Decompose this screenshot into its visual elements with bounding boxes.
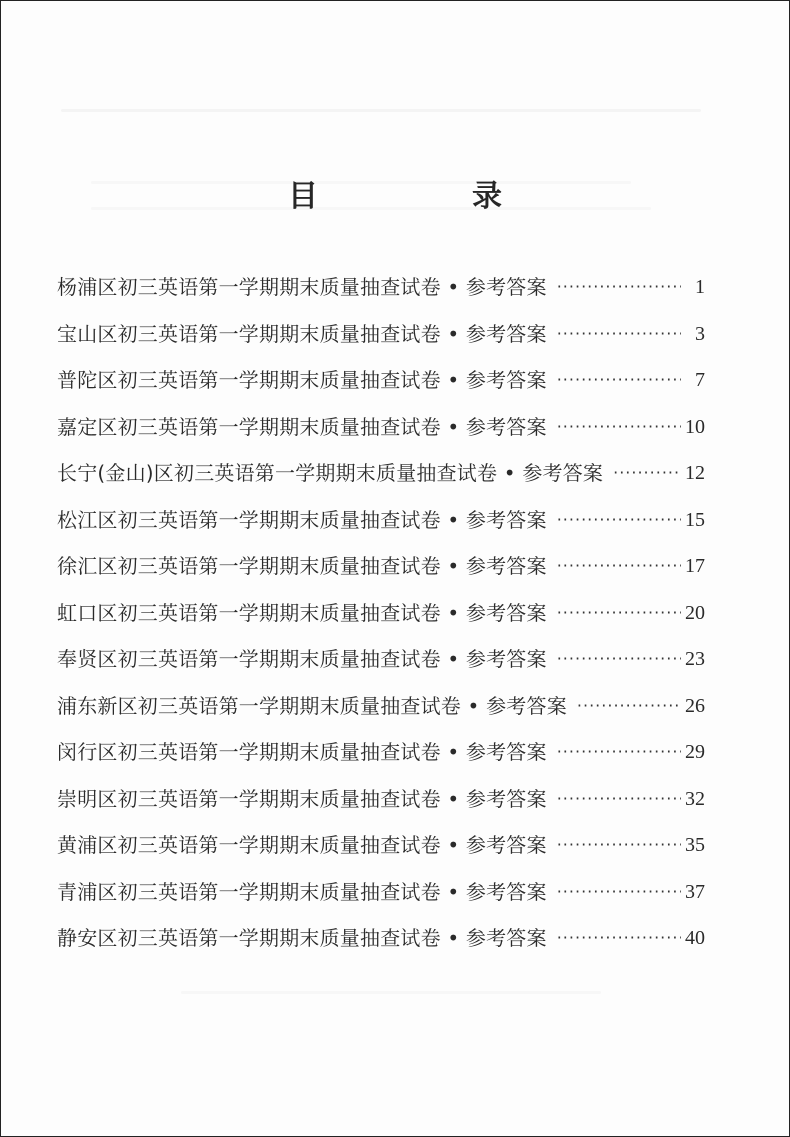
dot-leader — [547, 273, 681, 301]
toc-entry — [57, 599, 705, 646]
bleed-through-mark — [181, 991, 601, 994]
dot-leader — [547, 366, 681, 394]
toc-entry-title: 虹口区初三英语第一学期期末质量抽查试卷 • 参考答案 — [57, 600, 547, 625]
toc-entry-page-number: 10 — [685, 415, 705, 438]
toc-entry-page-number: 12 — [685, 462, 705, 484]
toc-entry-page-number: 23 — [685, 648, 705, 670]
dot-leader — [547, 738, 681, 766]
toc-entry-title: 徐汇区初三英语第一学期期末质量抽查试卷 • 参考答案 — [57, 554, 547, 578]
dot-leader — [547, 599, 681, 627]
dot-leader — [567, 692, 681, 720]
toc-entry-page-number: 32 — [685, 787, 705, 810]
dot-leader — [547, 831, 681, 859]
toc-entry — [57, 831, 705, 878]
toc-entry — [57, 878, 705, 925]
dot-leader — [547, 924, 681, 952]
dot-leader — [547, 785, 681, 813]
toc-entry-title: 普陀区初三英语第一学期期末质量抽查试卷 • 参考答案 — [57, 368, 547, 392]
toc-entry-title: 杨浦区初三英语第一学期期末质量抽查试卷 • 参考答案 — [57, 275, 547, 299]
toc-entry — [57, 413, 705, 460]
toc-entry-page-number: 40 — [685, 927, 705, 949]
toc-entry-page-number: 17 — [685, 555, 705, 577]
toc-entry-title: 青浦区初三英语第一学期期末质量抽查试卷 • 参考答案 — [57, 879, 547, 904]
toc-entry — [57, 366, 705, 413]
toc-entry-page-number: 20 — [685, 601, 705, 624]
toc-entry-page-number: 3 — [695, 322, 705, 345]
table-of-contents — [57, 273, 705, 971]
toc-entry-page-number: 37 — [685, 880, 705, 903]
toc-entry-page-number: 7 — [695, 369, 705, 391]
toc-entry — [57, 506, 705, 553]
page-title: 目 录 — [288, 179, 564, 214]
toc-entry-page-number: 29 — [685, 741, 705, 763]
toc-entry-title: 崇明区初三英语第一学期期末质量抽查试卷 • 参考答案 — [57, 786, 547, 811]
toc-entry-page-number: 35 — [685, 834, 705, 856]
dot-leader — [547, 413, 681, 441]
dot-leader — [547, 552, 681, 580]
toc-entry — [57, 459, 705, 506]
dot-leader — [547, 320, 681, 348]
toc-entry — [57, 645, 705, 692]
toc-entry-page-number: 1 — [695, 276, 705, 298]
bleed-through-mark — [61, 109, 701, 112]
toc-entry-title: 嘉定区初三英语第一学期期末质量抽查试卷 • 参考答案 — [57, 414, 547, 439]
dot-leader — [547, 645, 681, 673]
toc-entry — [57, 320, 705, 367]
toc-entry-title: 闵行区初三英语第一学期期末质量抽查试卷 • 参考答案 — [57, 740, 547, 764]
toc-entry-page-number: 26 — [685, 694, 705, 717]
toc-entry — [57, 924, 705, 971]
toc-entry — [57, 552, 705, 599]
toc-entry-title: 浦东新区初三英语第一学期期末质量抽查试卷 • 参考答案 — [57, 693, 567, 718]
toc-entry — [57, 785, 705, 832]
dot-leader — [547, 506, 681, 534]
toc-entry-page-number: 15 — [685, 508, 705, 531]
toc-entry-title: 长宁(金山)区初三英语第一学期期末质量抽查试卷 • 参考答案 — [57, 461, 604, 485]
dot-leader — [547, 878, 681, 906]
toc-entry — [57, 273, 705, 320]
toc-entry-title: 宝山区初三英语第一学期期末质量抽查试卷 • 参考答案 — [57, 321, 547, 346]
toc-entry-title: 黄浦区初三英语第一学期期末质量抽查试卷 • 参考答案 — [57, 833, 547, 857]
dot-leader — [603, 459, 681, 487]
toc-entry — [57, 692, 705, 739]
toc-entry-title: 奉贤区初三英语第一学期期末质量抽查试卷 • 参考答案 — [57, 647, 547, 671]
toc-entry-title: 松江区初三英语第一学期期末质量抽查试卷 • 参考答案 — [57, 507, 547, 532]
toc-entry — [57, 738, 705, 785]
toc-entry-title: 静安区初三英语第一学期期末质量抽查试卷 • 参考答案 — [57, 926, 547, 950]
